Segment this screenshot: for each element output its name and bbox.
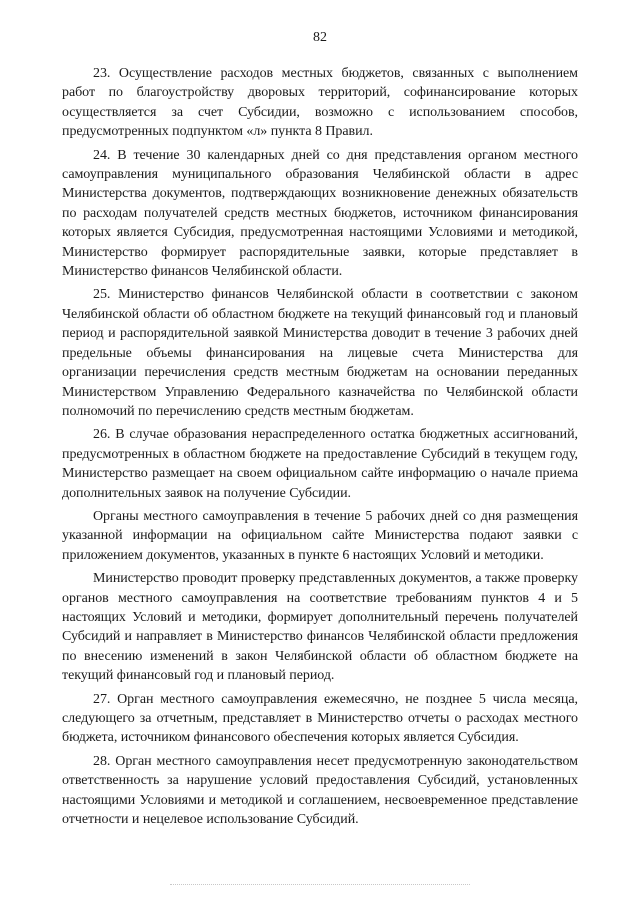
page-number: 82 (313, 30, 327, 45)
paragraph-26-verification: Министерство проводит проверку представленных документов, а также проверку органов местного самоуправления на соответствие требованиям пунктов 4 и 5 настоящих Условий и методики, формирует дополнительный перечень получателей Субсидий и направляет в Министерство финансов Челябинской области предложения по внесению изменений в закон Челябинской области об областном бюджете на текущий финансовый год и плановый период. (62, 571, 578, 684)
document-body (62, 64, 578, 833)
paragraph-23: 23. Осуществление расходов местных бюджетов, связанных с выполнением работ по благоустройству дворовых территорий, софинансирование которых осуществляется за счет Субсидии, возможно с использованием способов, предусмотренных подпунктом «л» пункта 8 Правил. (62, 66, 578, 140)
paragraph-26: 26. В случае образования нераспределенного остатка бюджетных ассигнований, предусмотренных в областном бюджете на предоставление Субсидий в текущем году, Министерство размещает на своем официальном сайте информацию о начале приема дополнительных заявок на получение Субсидии. (62, 427, 578, 501)
paragraph-27: 27. Орган местного самоуправления ежемесячно, не позднее 5 числа месяца, следующего за отчетным, представляет в Министерство отчеты о расходах местного бюджета, источником финансового обеспечения которых является Субсидия. (62, 691, 578, 746)
paragraph-28: 28. Орган местного самоуправления несет предусмотренную законодательством ответственность за нарушение условий предоставления Субсидий, установленных настоящими Условиями и методикой и соглашением, несвоевременное представление отчетности и нецелевое использование Субсидий. (62, 753, 578, 828)
paragraph-24: 24. В течение 30 календарных дней со дня представления органом местного самоуправления муниципального образования Челябинской области в адрес Министерства документов, подтверждающих возникновение денежных обязательств по расходам получателей средств местных бюджетов, источником финансирования которых является Субсидия, предусмотренная настоящими Условиями и методикой, Министерство формирует распорядительные заявки, которые представляет в Министерство финансов Челябинской области. (62, 147, 578, 280)
scan-footer-line (170, 884, 470, 886)
paragraph-25: 25. Министерство финансов Челябинской области в соответствии с законом Челябинской области об областном бюджете на текущий финансовый год и плановый период и распорядительной заявкой Министерства доводит в течение 3 рабочих дней предельные объемы финансирования на лицевые счета Министерства для организации перечисления средств местным бюджетам на основании переданных Министерством Управлению Федерального казначейства по Челябинской области полномочий по перечислению средств местным бюджетам. (62, 287, 578, 419)
paragraph-26-applications: Органы местного самоуправления в течение 5 рабочих дней со дня размещения указанной информации на официальном сайте Министерства подают заявки с приложением документов, указанных в пункте 6 настоящих Условий и методики. (62, 508, 578, 563)
